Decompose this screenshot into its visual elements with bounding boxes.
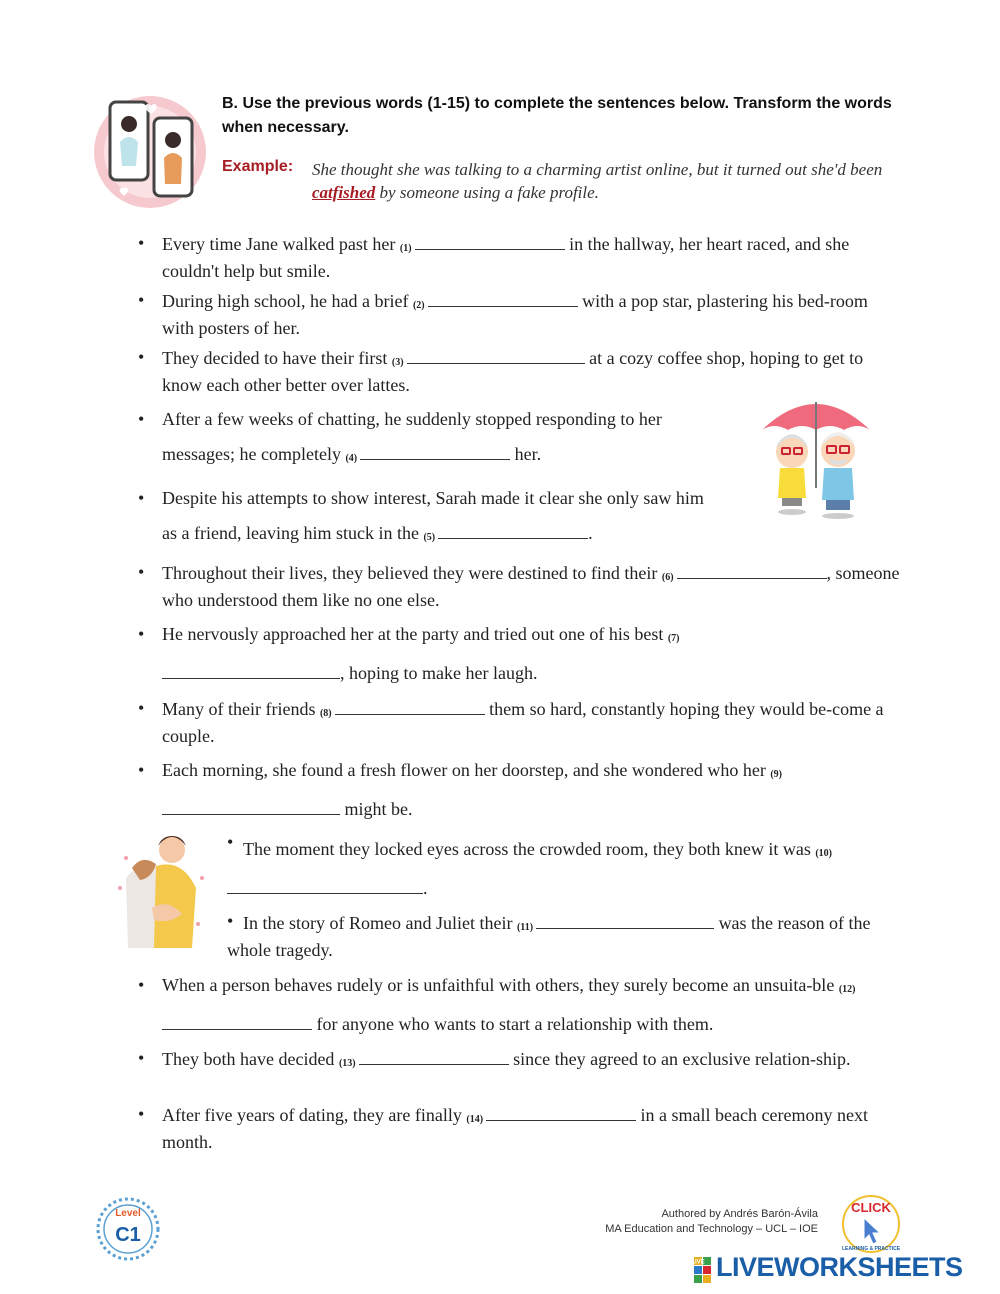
sentence-9: • Each morning, she found a fresh flower on her doorstep, and she wondered who her (9) might be. bbox=[162, 753, 882, 827]
sentence-6: • Throughout their lives, they believed they were destined to find their (6) , someone who understood them like no one else. bbox=[162, 561, 902, 612]
bullet-10: • bbox=[227, 832, 234, 852]
click-logo-word: CLICK bbox=[851, 1200, 891, 1215]
sentence-12: • When a person behaves rudely or is unfaithful with others, they surely become an unsuita-ble (12) for anyone who wants to start a relationship with them. bbox=[162, 968, 902, 1042]
liveworksheets-icon bbox=[691, 1257, 712, 1283]
blank-number: (4) bbox=[345, 453, 358, 464]
author-line-2: MA Education and Technology – UCL – IOE bbox=[605, 1223, 818, 1235]
answer-blank-11[interactable] bbox=[536, 911, 714, 929]
sentence-2: • During high school, he had a brief (2) with a pop star, plastering his bed-room with posters of her. bbox=[162, 289, 902, 340]
bullet-11: • bbox=[227, 911, 234, 931]
liveworksheets-icon-label: LIVE bbox=[691, 1259, 705, 1266]
click-logo bbox=[836, 1190, 906, 1258]
click-logo-subtitle: LEARNING & PRACTICE bbox=[841, 1246, 901, 1252]
answer-blank-7[interactable] bbox=[162, 661, 340, 679]
instructions: B. Use the previous words (1-15) to complete the sentences below. Transform the words when necessary. bbox=[222, 95, 892, 136]
blank-number: (14) bbox=[466, 1114, 484, 1125]
answer-blank-12[interactable] bbox=[162, 1012, 312, 1030]
answer-blank-6[interactable] bbox=[677, 561, 827, 579]
example-keyword: catfished bbox=[312, 183, 376, 202]
sentence-3: • They decided to have their first (3) at a cozy coffee shop, hoping to get to know each other better over lattes. bbox=[162, 346, 902, 397]
sentence-5: • Despite his attempts to show interest, Sarah made it clear she only saw him as a friend, leaving him stuck in the (5) . bbox=[162, 481, 722, 555]
author-line-1: Authored by Andrés Barón-Ávila bbox=[661, 1208, 818, 1220]
example-label: Example: bbox=[222, 158, 294, 175]
hugging-couple-illustration bbox=[112, 828, 208, 950]
level-badge bbox=[95, 1196, 161, 1262]
blank-number: (13) bbox=[338, 1058, 356, 1069]
sentence-1: • Every time Jane walked past her (1) in the hallway, her heart raced, and she couldn't help but smile. bbox=[162, 232, 902, 283]
sentence-7: • He nervously approached her at the party and tried out one of his best (7), hoping to make her laugh. bbox=[162, 617, 762, 691]
sentence-14: • After five years of dating, they are finally (14) in a small beach ceremony next month. bbox=[162, 1103, 902, 1154]
answer-blank-14[interactable] bbox=[486, 1103, 636, 1121]
blank-number: (10) bbox=[815, 848, 833, 859]
blank-number: (6) bbox=[661, 572, 674, 583]
blank-number: (2) bbox=[412, 300, 425, 311]
blank-number: (11) bbox=[516, 922, 534, 933]
level-label: Level bbox=[115, 1208, 141, 1219]
answer-blank-4[interactable] bbox=[360, 442, 510, 460]
blank-number: (9) bbox=[770, 769, 782, 780]
blank-number: (5) bbox=[423, 532, 436, 543]
example-after: by someone using a fake profile. bbox=[375, 183, 599, 202]
blank-number: (1) bbox=[399, 243, 412, 254]
answer-blank-13[interactable] bbox=[359, 1047, 509, 1065]
blank-number: (3) bbox=[391, 357, 404, 368]
example-sentence bbox=[312, 158, 912, 204]
example-before: She thought she was talking to a charming artist online, but it turned out she'd been bbox=[312, 160, 883, 179]
sentence-10: The moment they locked eyes across the crowded room, they both knew it was (10). bbox=[227, 832, 897, 906]
sentence-8: • Many of their friends (8) them so hard, constantly hoping they would be-come a couple. bbox=[162, 697, 902, 748]
blank-number: (7) bbox=[667, 633, 680, 644]
answer-blank-5[interactable] bbox=[438, 521, 588, 539]
blank-number: (8) bbox=[319, 708, 332, 719]
answer-blank-2[interactable] bbox=[428, 289, 578, 307]
sentence-11: In the story of Romeo and Juliet their (11) was the reason of the whole tragedy. bbox=[227, 913, 871, 960]
answer-blank-8[interactable] bbox=[335, 697, 485, 715]
answer-blank-1[interactable] bbox=[415, 232, 565, 250]
sentence-4: • After a few weeks of chatting, he suddenly stopped responding to her messages; he completely (4) her. bbox=[162, 402, 732, 476]
answer-blank-9[interactable] bbox=[162, 797, 340, 815]
liveworksheets-brand: LIVEWORKSHEETS bbox=[716, 1252, 963, 1282]
answer-blank-10[interactable] bbox=[227, 876, 423, 894]
level-value: C1 bbox=[115, 1224, 141, 1246]
dating-app-illustration bbox=[90, 92, 212, 210]
elderly-couple-umbrella-illustration bbox=[758, 388, 874, 524]
sentence-13: • They both have decided (13) since they agreed to an exclusive relation-ship. bbox=[162, 1047, 902, 1075]
answer-blank-3[interactable] bbox=[407, 346, 585, 364]
blank-number: (12) bbox=[838, 984, 856, 995]
